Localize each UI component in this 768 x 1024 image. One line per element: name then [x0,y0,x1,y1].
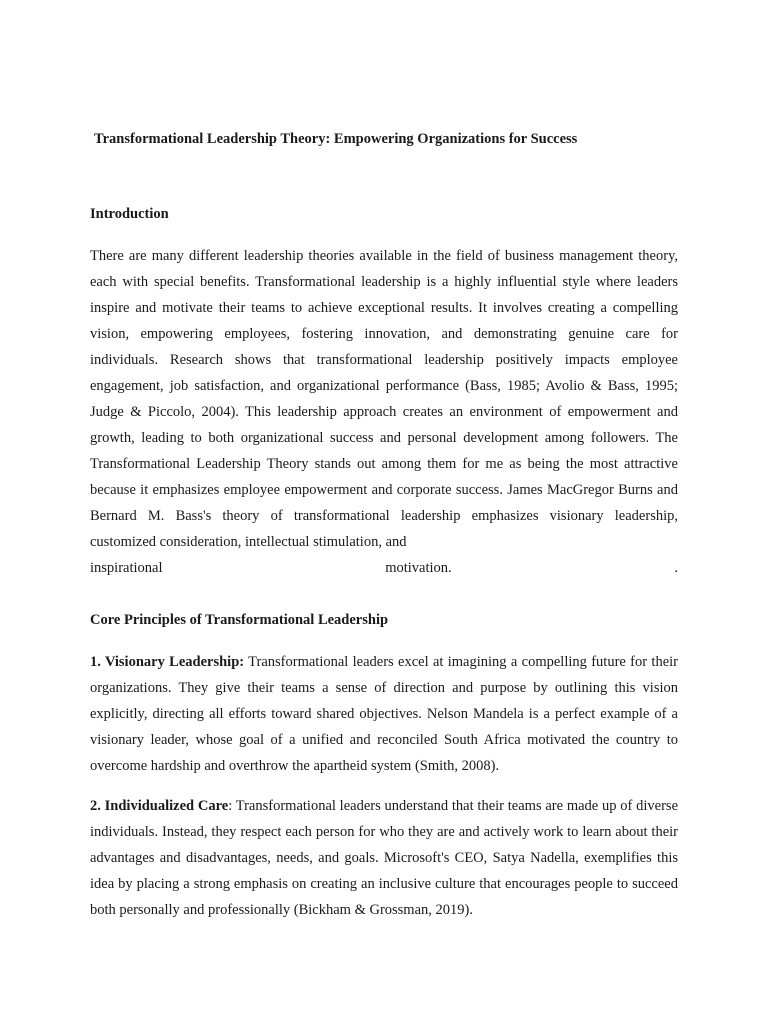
introduction-paragraph [90,243,678,581]
last-line-right: . [674,560,678,576]
introduction-text: There are many different leadership theories available in the field of business management theory, each with special benefits. Transformational leadership is a highly influential style where leaders inspire and motivate their teams to achieve exceptional results. It involves creating a compelling vision, empowering employees, fostering innovation, and demonstrating genuine care for individuals. Research shows that transformational leadership positively impacts employee engagement, job satisfaction, and organizational performance (Bass, 1985; Avolio & Bass, 1995; Judge & Piccolo, 2004). This leadership approach creates an environment of empowerment and growth, leading to both organizational success and personal development among followers. The Transformational Leadership Theory stands out among them for me as being the most attractive because it emphasizes employee empowerment and corporate success. James MacGregor Burns and Bernard M. Bass's theory of transformational leadership emphasizes visionary leadership, customized consideration, intellectual stimulation, and [90,248,678,550]
document-title: Transformational Leadership Theory: Empowering Organizations for Success [94,131,578,147]
introduction-heading: Introduction [90,206,169,222]
principle-visionary-leadership [90,649,678,779]
introduction-last-line [90,555,678,581]
principle-text: Transformational leaders excel at imagining a compelling future for their organizations. They give their teams a sense of direction and purpose by outlining this vision explicitly, directing all efforts toward shared objectives. Nelson Mandela is a perfect example of a visionary leader, whose goal of a unified and reconciled South Africa motivated the country to overcome hardship and overthrow the apartheid system (Smith, 2008). [90,654,678,774]
principle-text: : Transformational leaders understand that their teams are made up of diverse individuals. Instead, they respect each person for who they are and actively work to learn about their advantages and disadvantages, needs, and goals. Microsoft's CEO, Satya Nadella, exemplifies this idea by placing a strong emphasis on creating an inclusive culture that encourages people to succeed both personally and professionally (Bickham & Grossman, 2019). [90,798,679,918]
last-line-left: inspirational [90,560,163,576]
last-line-middle: motivation. [385,560,452,576]
principle-label: 2. Individualized Care [90,798,229,814]
principle-individualized-care [90,793,678,923]
core-principles-heading: Core Principles of Transformational Leadership [90,612,389,628]
principle-label: 1. Visionary Leadership: [90,654,245,670]
